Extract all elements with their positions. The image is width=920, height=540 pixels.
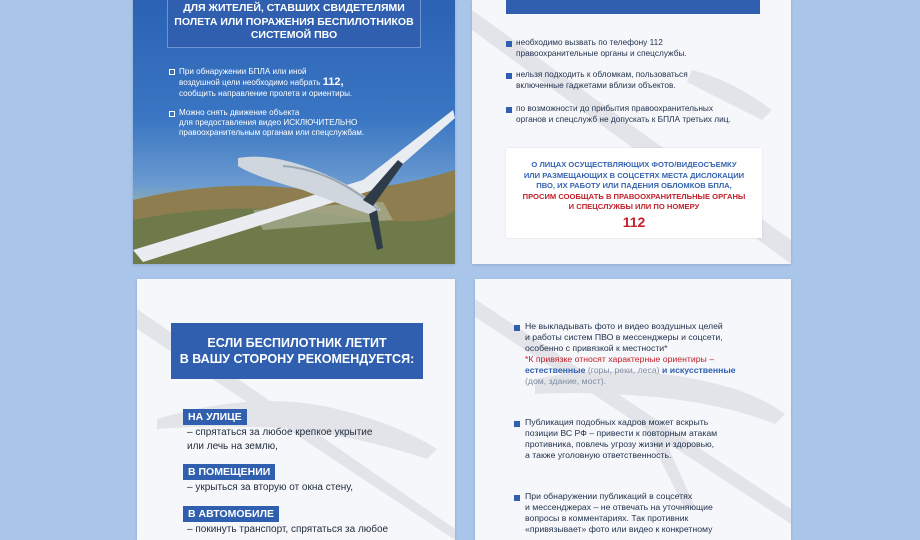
card4-bullet-line: Публикация подобных кадров может вскрыть [525,417,709,427]
card4-bullet-line: позиции ВС РФ – привести к повторным атакам [525,428,718,438]
card3-header [171,323,423,379]
leaflet-card-recommendations [137,279,455,540]
leaflet-card-witnesses [133,0,455,264]
section-label-car: В АВТОМОБИЛЕ [183,506,279,522]
emergency-number: 112, [322,76,344,88]
notice-box [506,148,762,238]
card2-bullet-line: по возможности до прибытия правоохранительных [516,103,714,113]
card1-bullet-line: При обнаружении БПЛА или иной [179,67,307,76]
section-text-indoors [187,481,353,495]
card4-bullet-consequences [525,417,717,461]
card4-bullet-line: «привязывает» фото или видео к конкретному [525,524,713,534]
card1-bullet-line: сообщить направление пролета и ориентиры. [179,89,353,98]
card2-bullet-line: включенные гаджетами вблизи объектов. [516,80,676,90]
card1-bullet-line [179,77,352,88]
bullet-square-icon [169,111,175,117]
card2-bullet-line: нельзя подходить к обломкам, пользоваться [516,69,688,79]
card2-bullet [516,69,688,91]
card2-bullet-line: правоохранительные органы и спецслужбы. [516,48,687,58]
card4-bullet-line: противника, повлечь угрозу жизни и здоровью, [525,439,715,449]
card2-bullet-line: необходимо вызвать по телефону 112 [516,37,663,47]
notice-line: ПВО, ИХ РАБОТУ ИЛИ ПАДЕНИЯ ОБЛОМКОВ БПЛА, [536,181,732,190]
card4-bullet-comments [525,491,713,535]
card1-header-line: ДЛЯ ЖИТЕЛЕЙ, СТАВШИХ СВИДЕТЕЛЯМИ [183,2,405,14]
section-line: – покинуть транспорт, спрятаться за любое [187,524,389,535]
bullet-square-icon [514,495,520,501]
card4-bullet-line: вопросы в комментариях. Так противник [525,513,689,523]
footnote-and: и [661,365,670,375]
card1-bullet-dial [179,66,352,99]
card4-bullet-line: Не выкладывать фото и видео воздушных целей [525,321,723,331]
footnote-artificial-examples: (дом, здание, мост). [525,376,607,386]
card2-header-bar [506,0,760,14]
card1-bullet-video [179,108,364,138]
card1-bullet-line: для предоставления видео ИСКЛЮЧИТЕЛЬНО [179,118,358,127]
bullet-square-icon [169,69,175,75]
notice-line-red: И СПЕЦСЛУЖБЫ ИЛИ ПО НОМЕРУ [568,202,700,211]
section-text-street [187,426,372,454]
notice-line-red: ПРОСИМ СООБЩАТЬ В ПРАВООХРАНИТЕЛЬНЫЕ ОРГАНЫ [522,191,746,201]
card3-header-line: ЕСЛИ БЕСПИЛОТНИК ЛЕТИТ [207,336,387,350]
section-line: – спрятаться за любое крепкое укрытие [187,427,373,438]
section-text-car [187,523,388,537]
card4-bullet-line: и работы систем ПВО в мессенджеры и соцсети, [525,332,723,342]
bullet-square-icon [514,325,520,331]
card4-bullet-line: При обнаружении публикаций в соцсетях [525,491,693,501]
card2-bullet-line: органов и спецслужб не допускать к БПЛА третьих лиц. [516,114,731,124]
footnote-line: *К привязке относят характерные ориентиры – [525,354,715,364]
leaflet-card-publications [475,279,791,540]
bullet-square-icon [506,107,512,113]
card4-bullet-line: и мессенджерах – не отвечать на уточняющие [525,502,713,512]
notice-number: 112 [622,213,646,230]
card1-bullet-line: правоохранительным органам или спецслужбам. [179,128,365,137]
footnote-line [525,365,736,376]
notice-line: ИЛИ РАЗМЕЩАЮЩИХ В СОЦСЕТЯХ МЕСТА ДИСЛОКАЦИИ [523,170,745,180]
bullet-square-icon [514,421,520,427]
card4-bullet-line: а также уголовную ответственность. [525,450,672,460]
footnote-natural-examples: (горы, реки, леса) [585,365,662,375]
section-line: – укрыться за вторую от окна стену, [187,482,354,493]
card4-bullet-dont-post [525,321,736,387]
card4-bullet-line: особенно с привязкой к местности* [525,343,668,353]
bullet-square-icon [506,73,512,79]
section-line: или лечь на землю, [187,441,278,452]
card1-header [167,0,421,48]
card3-header-line: В ВАШУ СТОРОНУ РЕКОМЕНДУЕТСЯ: [179,351,415,366]
footnote-natural: естественные [525,365,586,375]
card2-bullet [516,37,687,59]
card1-header-line: СИСТЕМОЙ ПВО [250,29,338,41]
card1-bullet-line: Можно снять движение объекта [179,108,300,117]
card1-bullet-text: воздушной цели необходимо набрать [179,78,321,87]
section-label-street: НА УЛИЦЕ [183,409,247,425]
card2-bullet [516,103,731,125]
section-label-indoors: В ПОМЕЩЕНИИ [183,464,275,480]
leaflet-card-actions [472,0,791,264]
card1-header-line: ПОЛЕТА ИЛИ ПОРАЖЕНИЯ БЕСПИЛОТНИКОВ [174,15,414,28]
footnote-artificial: искусственные [669,365,736,375]
bullet-square-icon [506,41,512,47]
notice-line: О ЛИЦАХ ОСУЩЕСТВЛЯЮЩИХ ФОТО/ВИДЕОСЪЕМКУ [531,160,737,169]
